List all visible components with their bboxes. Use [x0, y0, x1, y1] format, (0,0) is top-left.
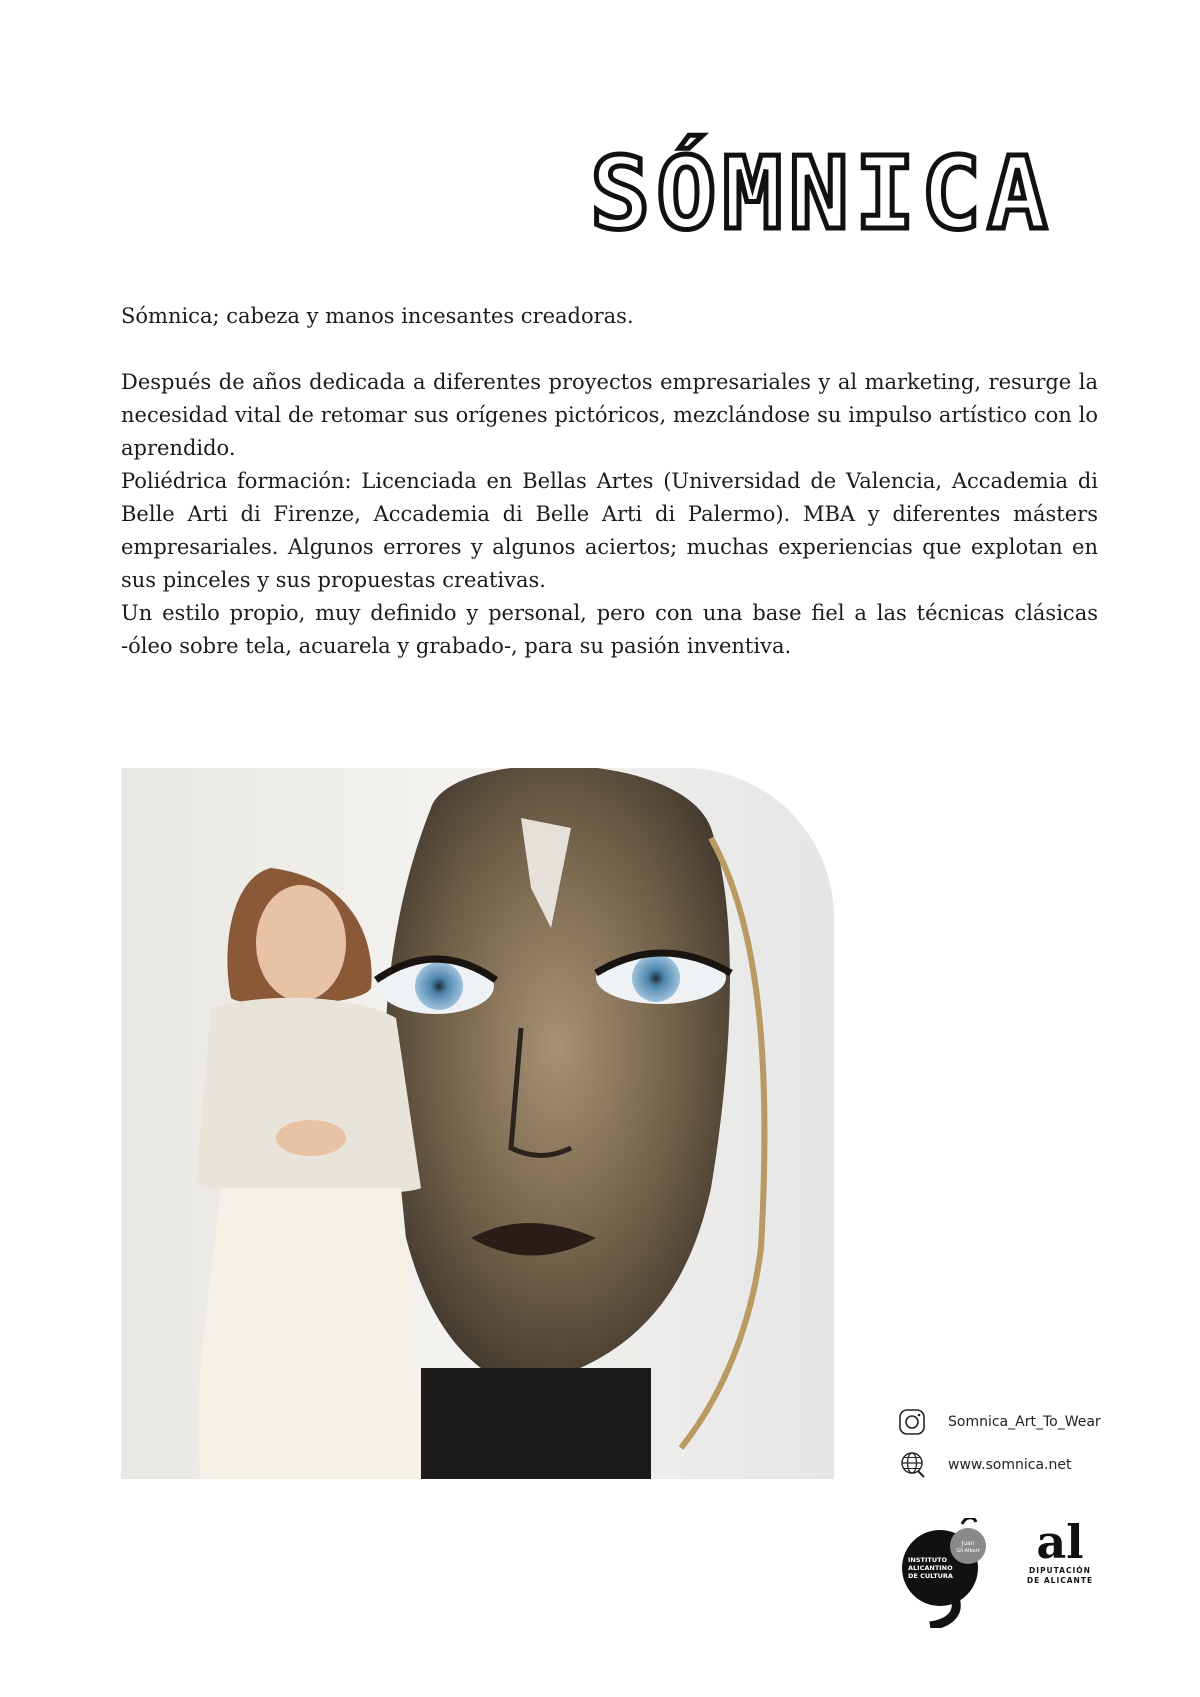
- svg-text:SÓMNICA: SÓMNICA: [590, 135, 1054, 252]
- somnica-logo: [580, 118, 1090, 268]
- somnica-logo-lettering: [580, 118, 1090, 268]
- paragraph-style: Un estilo propio, muy definido y personal, pero con una base fiel a las técnicas clásicas -óleo sobre tela, acuarela y grabado-, para su pasión inventiva.: [121, 601, 1098, 658]
- diputacion-line2: DE ALICANTE: [1026, 1576, 1094, 1585]
- instagram-handle[interactable]: Somnica_Art_To_Wear: [948, 1414, 1101, 1430]
- globe-www-icon: [898, 1451, 926, 1479]
- svg-text:INSTITUTO: INSTITUTO: [908, 1556, 948, 1564]
- diputacion-alicante-logo: [1025, 1515, 1095, 1608]
- artist-photo: [121, 768, 834, 1479]
- diputacion-mark: al: [1036, 1515, 1084, 1569]
- paragraph-education: Poliédrica formación: Licenciada en Bellas Artes (Universidad de Valencia, Accademia di Belle Arti di Firenze, Accademia di Belle Arti di Palermo). MBA y diferentes másters empresariales. Algunos errores y algunos aciertos; muchas experiencias que explotan en sus pinceles y sus propuestas creativas.: [121, 469, 1098, 592]
- instagram-icon: [898, 1408, 926, 1436]
- instituto-alicantino-logo: [900, 1518, 990, 1628]
- website-url[interactable]: www.somnica.net: [948, 1457, 1072, 1473]
- diputacion-line1: DIPUTACIÓN: [1029, 1566, 1091, 1575]
- website-contact[interactable]: [898, 1451, 1071, 1479]
- svg-text:Gil-Albert: Gil-Albert: [956, 1548, 980, 1554]
- tagline: Sómnica; cabeza y manos incesantes creadoras.: [121, 304, 634, 328]
- biography-text: [121, 300, 1098, 663]
- svg-text:ALICANTINO: ALICANTINO: [908, 1564, 953, 1572]
- svg-text:Juan: Juan: [961, 1540, 975, 1547]
- svg-text:DE CULTURA: DE CULTURA: [908, 1572, 953, 1580]
- instagram-contact[interactable]: [898, 1408, 1101, 1436]
- paragraph-career: Después de años dedicada a diferentes proyectos empresariales y al marketing, resurge la necesidad vital de retomar sus orígenes pictóricos, mezclándose su impulso artístico con lo aprendido.: [121, 370, 1098, 460]
